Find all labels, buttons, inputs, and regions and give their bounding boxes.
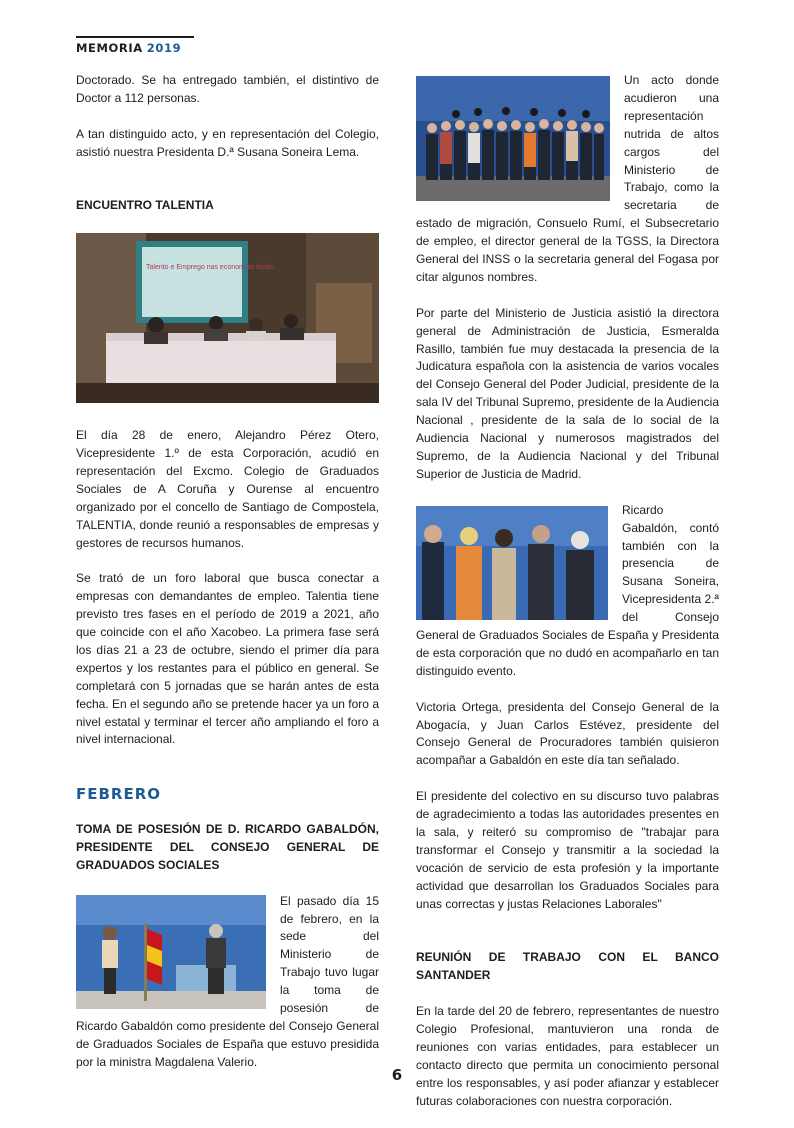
paragraph-altos-cargos: Un acto donde acudieron una representación nutrida de altos cargos del Ministerio de Trabajo, como la secretaria de estado de migración, Consuelo Rumí, el Subsecretario de empleo, el director general de la TGSS, la Directora General del INSS o la secretaria general del Fogasa por citar algunos nombres. xyxy=(416,73,719,284)
heading-banco-santander: REUNIÓN DE TRABAJO CON EL BANCO SANTANDER xyxy=(416,950,719,983)
header-title-text: MEMORIA xyxy=(76,41,143,55)
photo-gabaldon-group xyxy=(416,506,608,620)
heading-encuentro-talentia: ENCUENTRO TALENTIA xyxy=(76,198,214,213)
header-year: 2019 xyxy=(146,41,182,55)
page-header xyxy=(76,36,194,55)
header-rule xyxy=(76,36,194,38)
paragraph-toma-posesion: El pasado día 15 de febrero, en la sede del Ministerio de Trabajo tuvo lugar la toma de posesión de Ricardo Gabaldón como presidente del Consejo General de Graduados Sociales de España que estuvo presidida por la ministra Magdalena Valerio. xyxy=(76,893,379,1069)
paragraph-santander: En la tarde del 20 de febrero, representantes de nuestro Colegio Profesional, mantuvieron una ronda de reuniones con varias entidades, para establecer un contacto directo que permita un conocimiento personal entre los responsables, y así poder afianzar y establecer futuras colaboraciones con nuestra corporación. xyxy=(416,1004,719,1108)
photo-toma-posesion xyxy=(76,895,266,1009)
photo-talentia-conference xyxy=(76,233,379,403)
paragraph-ministerio-justicia: Por parte del Ministerio de Justicia asistió la directora general de Administración de Justicia, Esmeralda Rasillo, también fue muy destacada la presencia de la Judicatura española con la asistencia de varios vocales del Consejo General del Poder Judicial, presidente de la sala IV del Tribunal Supremo, presidente de la Audiencia Nacional , presidente de la sala de lo social de la Audiencia Nacional y numerosos magistrados del Supremo, de la Audiencia Nacional y del Tribunal Superior de Justicia de Madrid. xyxy=(416,305,719,481)
paragraph-discurso: El presidente del colectivo en su discurso tuvo palabras de agradecimiento a todas las autoridades presentes en la sala, y reiteró su compromiso de "trabajar para transformar el Consejo y transmitir a la sociedad la vocación de servicio de esta profesión y la importante actividad que desarrollan los Graduados Sociales para unas correctas y justas Relaciones Laborales" xyxy=(416,789,719,911)
paragraph-talentia-intro: El día 28 de enero, Alejandro Pérez Otero, Vicepresidente 1.º de esta Corporación, acudió en representación del Excmo. Colegio de Graduados Sociales de A Coruña y Ourense al encuentro organizado por el concello de Santiago de Compostela, TALENTIA, donde reunió a responsables de empresas y gestores de recursos humanos. xyxy=(76,428,379,550)
paragraph-doctorado: Doctorado. Se ha entregado también, el distintivo de Doctor a 112 personas. xyxy=(76,73,379,105)
heading-toma-posesion: TOMA DE POSESIÓN DE D. RICARDO GABALDÓN, PRESIDENTE DEL CONSEJO GENERAL DE GRADUADOS SOCIALES xyxy=(76,822,379,872)
paragraph-talentia-foro: Se trató de un foro laboral que busca conectar a empresas con demandantes de empleo. Talentia tiene previsto tres fases en el período de 2019 a 2021, año que coincide con el año Xacobeo. La primera fase será los días 21 a 23 de octubre, siendo el primer día para expertos y los restantes para el público en general. Se completará con 5 jornadas que se harán antes de esta fecha. En el segundo año se pretende hacer ya un foro a nivel estatal y terminar el tercer año ampliando el foro a nivel internacional. xyxy=(76,571,379,747)
slide-screen-text: Talento e Emprego nas economías locais xyxy=(146,264,275,272)
page-number: 6 xyxy=(391,1066,403,1084)
publication-title xyxy=(76,41,194,55)
paragraph-soneira: Ricardo Gabaldón, contó también con la presencia de Susana Soneira, Vicepresidenta 2.ª del Consejo General de Graduados Sociales de España y Presidenta de esta corporación que no dudó en acompañarlo en tan distinguido evento. xyxy=(416,502,719,678)
right-column xyxy=(416,72,719,1128)
paragraph-asistencia: A tan distinguido acto, y en representación del Colegio, asistió nuestra Presidenta D.ª Susana Soneira Lema. xyxy=(76,126,379,159)
paragraph-ortega-estevez: Victoria Ortega, presidenta del Consejo General de la Abogacía, y Juan Carlos Estévez, presidente del Consejo General de Procuradores también quisieron acompañar a Gabaldón en este día tan señalado. xyxy=(416,699,719,768)
month-heading-febrero: FEBRERO xyxy=(76,785,162,804)
left-column xyxy=(76,72,379,1090)
photo-group-ministerio xyxy=(416,76,610,201)
